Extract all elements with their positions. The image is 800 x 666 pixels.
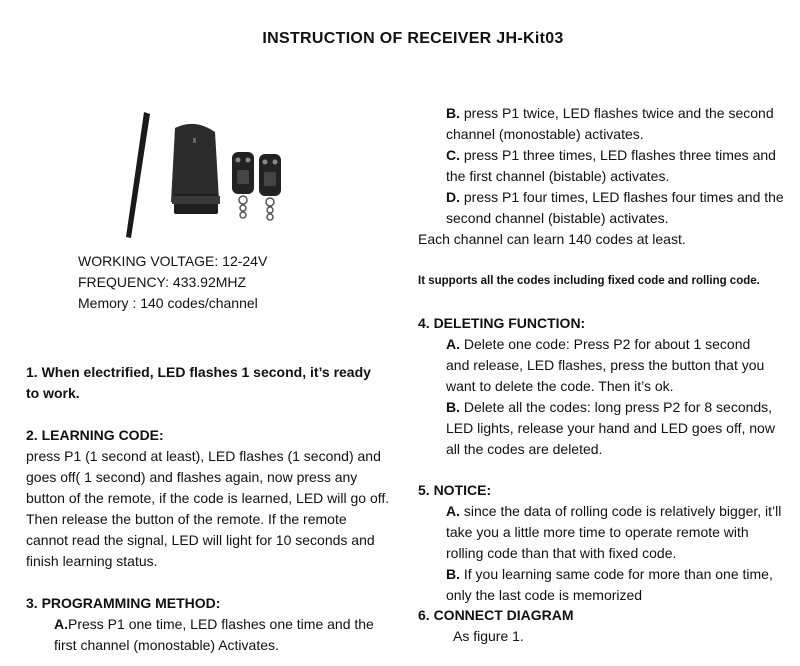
section4-a-line3: want to delete the code. Then it’s ok.	[446, 378, 674, 394]
section2-heading: 2. LEARNING CODE:	[26, 427, 164, 443]
section3-a-line2: first channel (monostable) Activates.	[54, 637, 279, 653]
section4-b-line3: all the codes are deleted.	[446, 441, 603, 457]
section3-d-label: D.	[446, 189, 460, 205]
section4-b-line1	[446, 397, 772, 418]
section4-a-text: Delete one code: Press P2 for about 1 second	[460, 336, 751, 352]
section3-d-text: press P1 four times, LED flashes four times and the	[460, 189, 784, 205]
section3-c-line2: the first channel (bistable) activates.	[446, 168, 670, 184]
section4-heading: 4. DELETING FUNCTION:	[418, 315, 586, 331]
support-note: It supports all the codes including fixed code and rolling code.	[418, 275, 760, 287]
section5-b-label: B.	[446, 566, 460, 582]
section3-b-line1	[446, 103, 774, 124]
section4-b-line2: LED lights, release your hand and LED goes off, now	[446, 420, 775, 436]
section2-line: Then release the button of the remote. If the remote	[26, 511, 347, 527]
section3-d-line2: second channel (bistable) activates.	[446, 210, 669, 226]
section6-line: As figure 1.	[453, 628, 524, 644]
section3-a-text: Press P1 one time, LED flashes one time and the	[68, 616, 374, 632]
section5-a-line3: rolling code than that with fixed code.	[446, 545, 677, 561]
section5-a-line1	[446, 501, 781, 522]
section4-b-text: Delete all the codes: long press P2 for 8 seconds,	[460, 399, 773, 415]
section3-b-line2: channel (monostable) activates.	[446, 126, 644, 142]
section1-line1: 1. When electrified, LED flashes 1 second, it’s ready	[26, 364, 371, 380]
section3-a-line1	[54, 614, 374, 635]
remote-2-icon	[259, 154, 281, 220]
section3-heading: 3. PROGRAMMING METHOD:	[26, 595, 221, 611]
section5-heading: 5. NOTICE:	[418, 482, 492, 498]
spec-memory: Memory : 140 codes/channel	[78, 295, 258, 311]
section3-a-label: A.	[54, 616, 68, 632]
section3-b-label: B.	[446, 105, 460, 121]
section5-a-label: A.	[446, 503, 460, 519]
spec-frequency: FREQUENCY: 433.92MHZ	[78, 274, 247, 290]
section4-a-line1	[446, 334, 750, 355]
section3-c-text: press P1 three times, LED flashes three times and	[460, 147, 776, 163]
section4-a-label: A.	[446, 336, 460, 352]
section6-heading: 6. CONNECT DIAGRAM	[418, 607, 574, 623]
page-title: INSTRUCTION OF RECEIVER JH-Kit03	[262, 30, 564, 47]
section4-a-line2: and release, LED flashes, press the button that you	[446, 357, 765, 373]
spec-voltage: WORKING VOLTAGE: 12-24V	[78, 253, 268, 269]
section2-line: press P1 (1 second at least), LED flashes (1 second) and	[26, 448, 381, 464]
receiver-box-icon	[171, 124, 220, 214]
section1-line2: to work.	[26, 385, 80, 401]
section5-b-line1	[446, 564, 773, 585]
section5-a-text: since the data of rolling code is relatively bigger, it’ll	[460, 503, 782, 519]
section5-b-line2: only the last code is memorized	[446, 587, 643, 603]
product-image	[120, 110, 290, 250]
section2-line: cannot read the signal, LED will light for 10 seconds and	[26, 532, 375, 548]
section5-a-line2: take you a little more time to operate remote with	[446, 524, 749, 540]
section3-d-line1	[446, 187, 784, 208]
section4-b-label: B.	[446, 399, 460, 415]
section3-b-text: press P1 twice, LED flashes twice and the second	[460, 105, 774, 121]
antenna-icon	[126, 112, 150, 238]
remote-1-icon	[232, 152, 254, 218]
section5-b-text: If you learning same code for more than one time,	[460, 566, 773, 582]
section2-line: goes off( 1 second) and flashes again, now press any	[26, 469, 358, 485]
section3-c-line1	[446, 145, 776, 166]
section2-line: button of the remote, if the code is learned, LED will go off.	[26, 490, 390, 506]
section3-c-label: C.	[446, 147, 460, 163]
learn-note: Each channel can learn 140 codes at least.	[418, 231, 686, 247]
section2-line: finish learning status.	[26, 553, 158, 569]
